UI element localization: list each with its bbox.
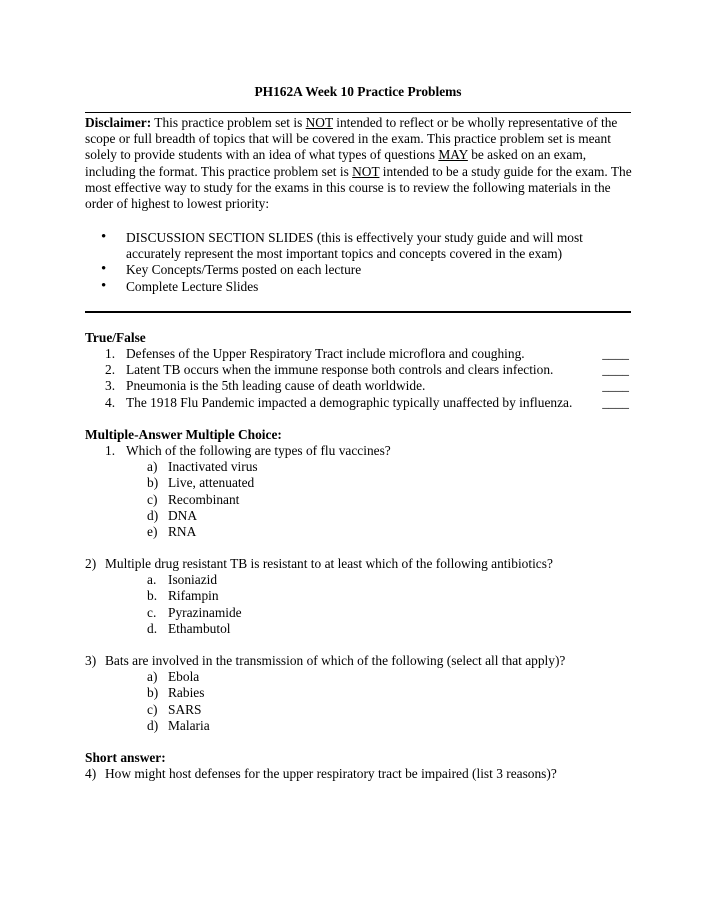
list-item (85, 492, 631, 508)
option-text: Ebola (168, 669, 200, 685)
option-text: Pyrazinamide (168, 604, 242, 620)
option-text: Ethambutol (168, 620, 231, 636)
priority-text: Complete Lecture Slides (126, 278, 259, 294)
list-item (85, 621, 631, 637)
list-item (85, 362, 631, 378)
item-text: Pneumonia is the 5th leading cause of death worldwide. (126, 378, 426, 394)
question-number: 2) (85, 556, 97, 571)
option-text: RNA (168, 524, 197, 540)
bullet-icon: • (101, 277, 107, 294)
option-text: Rabies (168, 685, 205, 701)
multiple-choice-heading: Multiple-Answer Multiple Choice: (85, 427, 282, 442)
list-item (85, 669, 631, 685)
bullet-icon: • (101, 261, 107, 278)
option-letter: b) (147, 685, 159, 701)
question-stem (85, 556, 631, 572)
list-item (85, 588, 631, 604)
answer-blank: ____ (602, 346, 629, 361)
list-item (85, 508, 631, 524)
option-text: Rifampin (168, 588, 219, 604)
option-letter: c) (147, 701, 158, 717)
question-text: Which of the following are types of flu vaccines? (126, 443, 391, 458)
list-item (85, 475, 631, 491)
option-text: Recombinant (168, 491, 240, 507)
option-text: SARS (168, 701, 202, 717)
title-divider (85, 112, 631, 113)
option-letter: a) (147, 459, 158, 475)
question-text: How might host defenses for the upper respiratory tract be impaired (list 3 reasons)? (105, 766, 557, 781)
question-stem (85, 653, 631, 669)
question-text: Multiple drug resistant TB is resistant to at least which of the following antibiotics? (105, 556, 553, 571)
list-item (85, 378, 631, 394)
question-3 (85, 653, 631, 734)
question-4 (85, 766, 631, 782)
option-list (85, 669, 631, 734)
disclaimer-text-1: This practice problem set is (151, 115, 306, 130)
disclaimer-text-4: intended to be a study guide for the exam. The most effective way to study for the exams in this course is to review the following materials in the order of highest to lowest priority: (85, 163, 632, 212)
option-letter: a) (147, 669, 158, 685)
question-stem (85, 766, 631, 782)
question-number: 4) (85, 766, 97, 781)
item-text: Latent TB occurs when the immune response both controls and clears infection. (126, 362, 554, 378)
question-1 (85, 443, 631, 540)
true-false-list (85, 346, 631, 411)
option-list (85, 572, 631, 637)
question-number: 3) (85, 653, 97, 668)
item-number: 1. (105, 346, 116, 361)
option-letter: d. (147, 620, 158, 636)
option-letter: d) (147, 717, 159, 733)
list-item (85, 346, 631, 362)
item-number: 2. (105, 362, 116, 378)
page-title: PH162A Week 10 Practice Problems (254, 84, 462, 99)
priority-text: Key Concepts/Terms posted on each lecture (126, 262, 362, 278)
option-text: Malaria (168, 717, 210, 733)
short-answer-heading: Short answer: (85, 750, 166, 765)
list-item (85, 572, 631, 588)
question-text: Bats are involved in the transmission of which of the following (select all that apply)? (105, 653, 566, 668)
option-text: DNA (168, 507, 198, 523)
list-item (85, 605, 631, 621)
option-text: Inactivated virus (168, 459, 258, 475)
option-letter: b) (147, 475, 159, 491)
question-2 (85, 556, 631, 637)
section-divider (85, 311, 631, 313)
disclaimer-may: MAY (438, 147, 468, 163)
list-item (85, 459, 631, 475)
item-number: 4. (105, 394, 116, 410)
option-letter: b. (147, 588, 158, 604)
item-text: Defenses of the Upper Respiratory Tract include microflora and coughing. (126, 346, 525, 361)
true-false-heading: True/False (85, 330, 146, 345)
disclaimer-paragraph (85, 115, 633, 212)
priority-list (85, 230, 631, 295)
option-list (85, 459, 631, 540)
disclaimer-text-3: be asked on an exam, including the format. This practice problem set is (85, 147, 587, 179)
disclaimer-label: Disclaimer: (85, 115, 152, 130)
option-letter: a. (147, 572, 157, 588)
list-item (85, 702, 631, 718)
disclaimer-text-2: intended to reflect or be wholly representative of the scope or full breadth of topics that will be covered in the exam. This practice problem set is meant solely to provide students with an idea of what types of questions (85, 115, 618, 163)
item-text: The 1918 Flu Pandemic impacted a demographic typically unaffected by influenza. (126, 394, 573, 410)
bullet-icon: • (101, 229, 107, 245)
item-number: 3. (105, 378, 116, 394)
option-text: Live, attenuated (168, 475, 255, 491)
priority-text: DISCUSSION SECTION SLIDES (this is effectively your study guide and will most accurately represent the most important topics and concepts covered in the exam) (126, 230, 583, 262)
list-item (85, 279, 631, 295)
option-letter: c. (147, 604, 157, 620)
question-number: 1. (105, 443, 116, 458)
list-item (85, 262, 631, 278)
answer-blank: ____ (602, 362, 629, 378)
list-item (85, 524, 631, 540)
list-item (85, 685, 631, 701)
option-text: Isoniazid (168, 572, 218, 588)
list-item (85, 230, 631, 262)
option-letter: d) (147, 507, 159, 523)
disclaimer-not-2: NOT (352, 163, 380, 179)
option-letter: c) (147, 491, 158, 507)
list-item (85, 718, 631, 734)
disclaimer-not-1: NOT (305, 115, 333, 130)
answer-blank: ____ (602, 394, 629, 410)
question-stem (85, 443, 631, 459)
list-item (85, 395, 631, 411)
option-letter: e) (147, 524, 158, 540)
answer-blank: ____ (602, 378, 629, 394)
